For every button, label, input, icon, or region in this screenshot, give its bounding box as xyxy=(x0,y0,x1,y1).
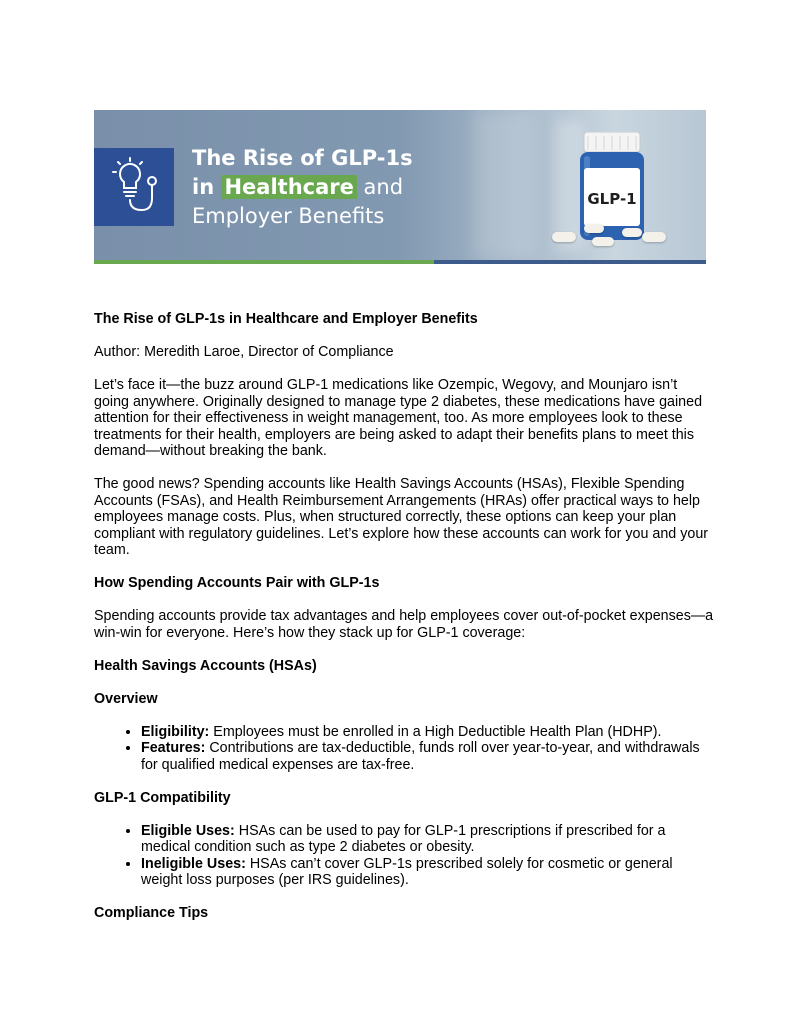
article-body xyxy=(94,311,714,938)
list-item xyxy=(141,740,714,773)
compat-heading: GLP-1 Compatibility xyxy=(94,789,231,806)
overview-heading: Overview xyxy=(94,690,158,707)
pill xyxy=(642,232,666,242)
article-author: Author: Meredith Laroe, Director of Compliance xyxy=(94,344,394,360)
article-title: The Rise of GLP-1s in Healthcare and Employer Benefits xyxy=(94,311,478,327)
hsa-heading: Health Savings Accounts (HSAs) xyxy=(94,657,317,674)
banner-title-line1: The Rise of GLP-1s xyxy=(192,146,413,170)
lightbulb-stethoscope-icon xyxy=(94,148,174,226)
banner-strip-blue xyxy=(434,260,706,264)
logo-box xyxy=(94,148,174,226)
article-banner xyxy=(94,110,706,264)
list-item-text: HSAs can’t cover GLP-1s prescribed solely for cosmetic or general weight loss purposes (per IRS guidelines). xyxy=(141,855,673,888)
list-item xyxy=(141,724,714,741)
banner-title-highlight: Healthcare xyxy=(221,175,356,199)
banner-title xyxy=(192,144,452,231)
list-item-label: Ineligible Uses: xyxy=(141,855,246,872)
banner-title-and: and xyxy=(356,175,404,199)
list-item-label: Eligibility: xyxy=(141,723,210,740)
pill xyxy=(592,237,614,246)
list-item-label: Features: xyxy=(141,740,206,756)
list-item-text: Contributions are tax-deductible, funds roll over year-to-year, and withdrawals for qualified medical expenses are tax-free. xyxy=(141,740,700,773)
banner-title-line3: Employer Benefits xyxy=(192,204,385,228)
list-item-label: Eligible Uses: xyxy=(141,822,235,839)
list-item xyxy=(141,856,714,889)
banner-light-blur xyxy=(474,110,534,260)
list-item-text: HSAs can be used to pay for GLP-1 prescriptions if prescribed for a medical condition such as type 2 diabetes or obesity. xyxy=(141,822,666,855)
pill xyxy=(584,224,604,233)
compat-list xyxy=(94,823,714,889)
pill xyxy=(622,228,642,237)
section-heading-pair: How Spending Accounts Pair with GLP-1s xyxy=(94,575,380,591)
banner-title-line2 xyxy=(192,173,452,202)
pair-paragraph: Spending accounts provide tax advantages and help employees cover out-of-pocket expenses—a win-win for everyone. Here’s how they stack up for GLP-1 coverage: xyxy=(94,608,714,641)
good-news-paragraph: The good news? Spending accounts like Health Savings Accounts (HSAs), Flexible Spending Accounts (FSAs), and Health Reimbursement Arrangements (HRAs) offer practical ways to help employees manage costs. Plus, when structured correctly, these options can keep your plan compliant with regulatory guidelines. Let’s explore how these accounts can work for you and your team. xyxy=(94,476,709,558)
tips-heading: Compliance Tips xyxy=(94,905,209,921)
bottle-label: GLP-1 xyxy=(587,190,637,208)
banner-title-in: in xyxy=(192,175,222,199)
list-item-text: Employees must be enrolled in a High Deductible Health Plan (HDHP). xyxy=(209,723,662,740)
overview-list xyxy=(94,724,714,774)
intro-paragraph: Let’s face it—the buzz around GLP-1 medications like Ozempic, Wegovy, and Mounjaro isn’t going anywhere. Originally designed to manage type 2 diabetes, these medications have gained attention for their effectiveness in weight management, too. As more employees look to these treatments for their health, employers are being asked to adapt their benefits plans to meet this demand—without breaking the bank. xyxy=(94,377,703,459)
list-item xyxy=(141,823,714,856)
banner-strip-green xyxy=(94,260,434,264)
pill xyxy=(552,232,576,242)
